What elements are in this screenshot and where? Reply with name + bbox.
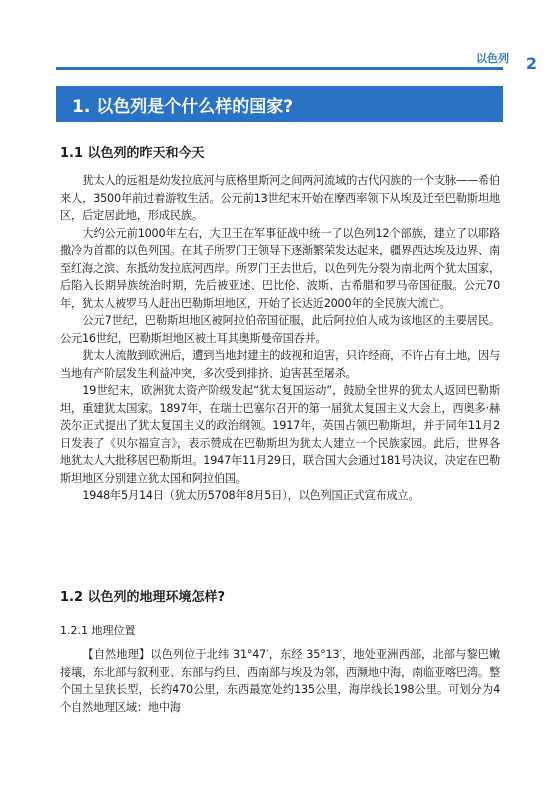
page-number: 2	[525, 54, 537, 73]
paragraph: 【自然地理】以色列位于北纬 31°47′，东经 35°13′，地处亚洲西部，北部与黎巴嫩接壤，东北部与叙利亚、东部与约旦、西南部与埃及为邻，西濒地中海，南临亚喀巴湾。整个国土呈狭长型，长约470公里，东西最宽处约135公里，海岸线长198公里。可划分为4个自然地理区域：地中海	[60, 648, 500, 714]
paragraph: 公元7世纪，巴勒斯坦地区被阿拉伯帝国征服，此后阿拉伯人成为该地区的主要居民。公元16世纪，巴勒斯坦地区被土耳其奥斯曼帝国吞并。	[60, 314, 500, 345]
running-title: 以色列	[476, 52, 509, 65]
paragraph: 大约公元前1000年左右，大卫王在军事征战中统一了以色列12个部族，建立了以耶路撒冷为首都的以色列国。在其子所罗门王领导下逐渐繁荣发达起来，疆界西达埃及边界、南至红海之滨、东抵幼发拉底河西岸。所罗门王去世后，以色列先分裂为南北两个犹太国家，后陷入长期异族统治时期，先后被亚述、巴比伦、波斯、古希腊和罗马帝国征服。公元70年，犹太人被罗马人赶出巴勒斯坦地区，开始了长达近2000年的全民族大流亡。	[60, 226, 500, 310]
section-heading-1-1: 1.1 以色列的昨天和今天	[60, 146, 205, 161]
paragraph: 犹太人的远祖是幼发拉底河与底格里斯河之间两河流域的古代闪族的一个支脉——希伯来人，3500年前过着游牧生活。公元前13世纪末开始在摩西率领下从埃及迁至巴勒斯坦地区，后定居此地，形成民族。	[60, 174, 500, 222]
header-rule	[56, 67, 503, 70]
paragraph: 犹太人流散到欧洲后，遭到当地封建主的歧视和迫害，只许经商，不许占有土地，因与当地有产阶层发生利益冲突，多次受到排挤、迫害甚至屠杀。	[60, 349, 500, 380]
section-1-1-body	[60, 172, 500, 505]
subsection-heading-1-2-1: 1.2.1 地理位置	[60, 624, 136, 637]
paragraph: 19世纪末，欧洲犹太资产阶级发起“犹太复国运动”，鼓励全世界的犹太人返回巴勒斯坦，重建犹太国家。1897年，在瑞士巴塞尔召开的第一届犹太复国主义大会上，西奥多·赫茨尔正式提出了犹太复国主义的政治纲领。1917年，英国占领巴勒斯坦，并于同年11月2日发表了《贝尔福宣言》，表示赞成在巴勒斯坦为犹太人建立一个民族家园。此后，世界各地犹太人大批移居巴勒斯坦。1947年11月29日，联合国大会通过181号决议，决定在巴勒斯坦地区分别建立犹太国和阿拉伯国。	[60, 384, 500, 485]
chapter-banner	[56, 86, 503, 122]
paragraph: 1948年5月14日（犹太历5708年8月5日），以色列国正式宣布成立。	[82, 489, 420, 502]
chapter-title: 1. 以色列是个什么样的国家?	[72, 96, 294, 117]
section-1-2-body	[60, 646, 500, 716]
section-heading-1-2: 1.2 以色列的地理环境怎样?	[60, 590, 226, 605]
